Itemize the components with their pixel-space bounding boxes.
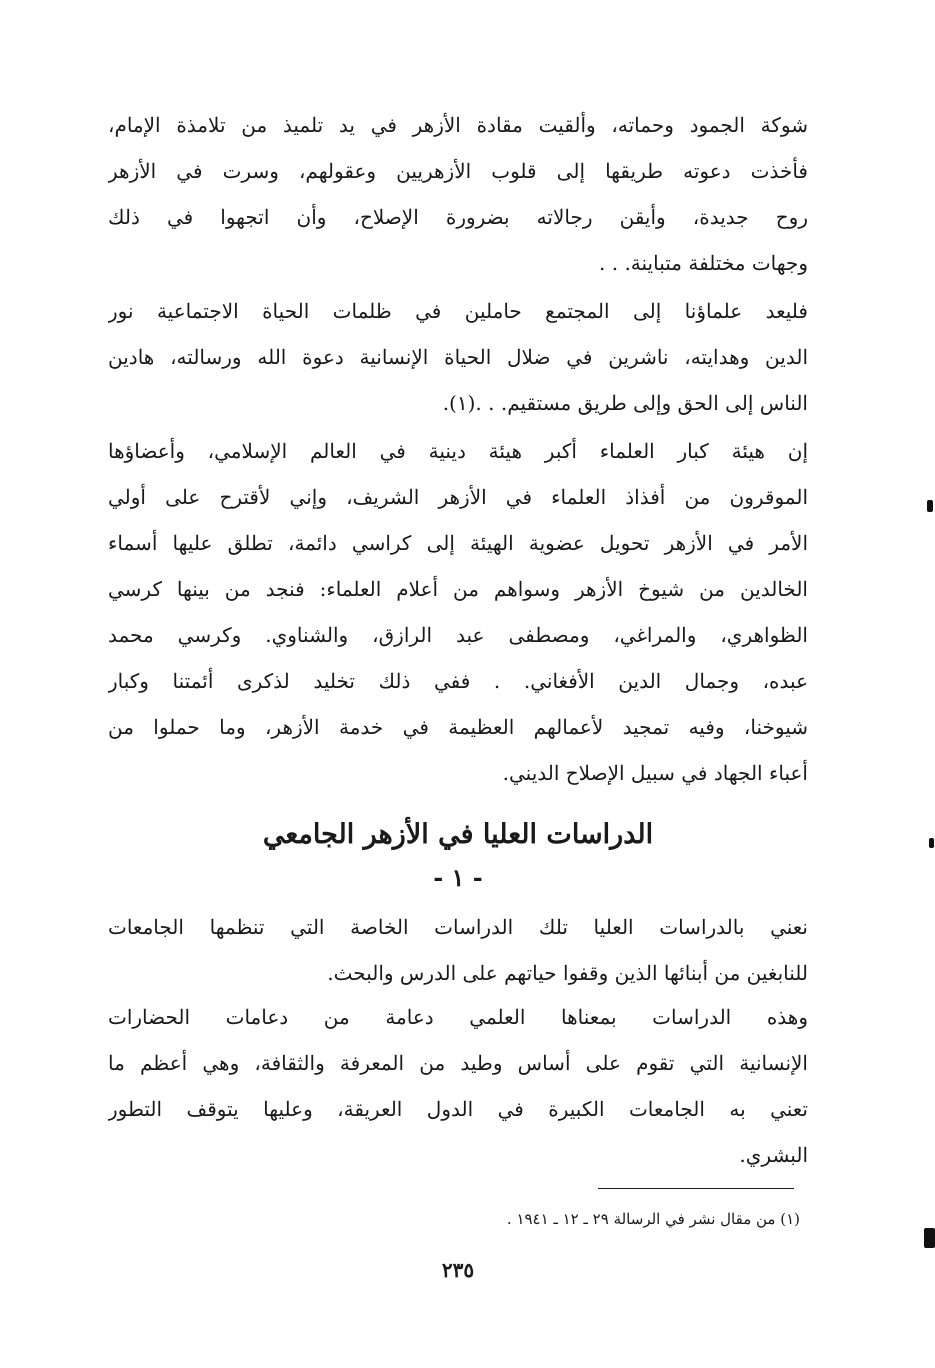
paragraph-4 [108,904,808,996]
text-line: فليعد علماؤنا إلى المجتمع حاملين في ظلمات الحياة الاجتماعية نور [108,299,808,323]
text-line: تعني به الجامعات الكبيرة في الدول العريقة، وعليها يتوقف التطور [108,1097,808,1121]
text-line: روح جديدة، وأيقن رجالاته بضرورة الإصلاح، وأن اتجهوا في ذلك [108,205,808,229]
text-line: إن هيئة كبار العلماء أكبر هيئة دينية في العالم الإسلامي، وأعضاؤها [108,439,808,463]
paragraph-2 [108,288,808,426]
text-line: شيوخنا، وفيه تمجيد لأعمالهم العظيمة في خدمة الأزهر، وما حملوا من [108,715,808,739]
text-line: الظواهري، والمراغي، ومصطفى عبد الرازق، والشناوي. وكرسي محمد [108,623,808,647]
text-line: عبده، وجمال الدين الأفغاني. . ففي ذلك تخليد لذكرى أئمتنا وكبار [108,669,808,693]
binding-mark [927,500,933,512]
text-line: البشري. [739,1143,808,1167]
text-line: الموقرون من أفذاذ العلماء في الأزهر الشريف، وإني لأقترح على أولي [108,485,808,509]
text-line: الإنسانية التي تقوم على أساس وطيد من المعرفة والثقافة، وهي أعظم ما [108,1051,808,1075]
text-line: الناس إلى الحق وإلى طريق مستقيم. . .(١). [442,391,808,415]
text-line: وجهات مختلفة متباينة. . . [599,251,808,275]
section-number: - ١ - [433,863,483,892]
paragraph-3 [108,428,808,796]
text-line: الخالدين من شيوخ الأزهر وسواهم من أعلام العلماء: فنجد من بينها كرسي [108,577,808,601]
text-line: أعباء الجهاد في سبيل الإصلاح الديني. [502,761,808,785]
text-line: الأمر في الأزهر تحويل عضوية الهيئة إلى كراسي دائمة، تطلق عليها أسماء [108,531,808,555]
text-line: شوكة الجمود وحماته، وألقيت مقادة الأزهر في يد تلميذ من تلامذة الإمام، [108,113,808,137]
text-line: للنابغين من أبنائها الذين وقفوا حياتهم على الدرس والبحث. [327,961,808,985]
footnote-separator [598,1188,794,1189]
section-heading: الدراسات العليا في الأزهر الجامعي [262,819,654,850]
paragraph-1 [108,102,808,286]
page-number: ٢٣٥ [441,1258,475,1282]
text-line: فأخذت دعوته طريقها إلى قلوب الأزهريين وعقولهم، وسرت في الأزهر [108,159,808,183]
text-line: وهذه الدراسات بمعناها العلمي دعامة من دعامات الحضارات [108,1005,808,1029]
binding-mark [924,1228,935,1248]
text-line: نعني بالدراسات العليا تلك الدراسات الخاصة التي تنظمها الجامعات [108,915,808,939]
footnote: (١) من مقال نشر في الرسالة ٢٩ ـ ١٢ ـ ١٩٤١ . [506,1210,800,1228]
binding-mark [929,838,934,848]
paragraph-5 [108,994,808,1178]
text-line: الدين وهدايته، ناشرين في ضلال الحياة الإنسانية دعوة الله ورسالته، هادين [108,345,808,369]
